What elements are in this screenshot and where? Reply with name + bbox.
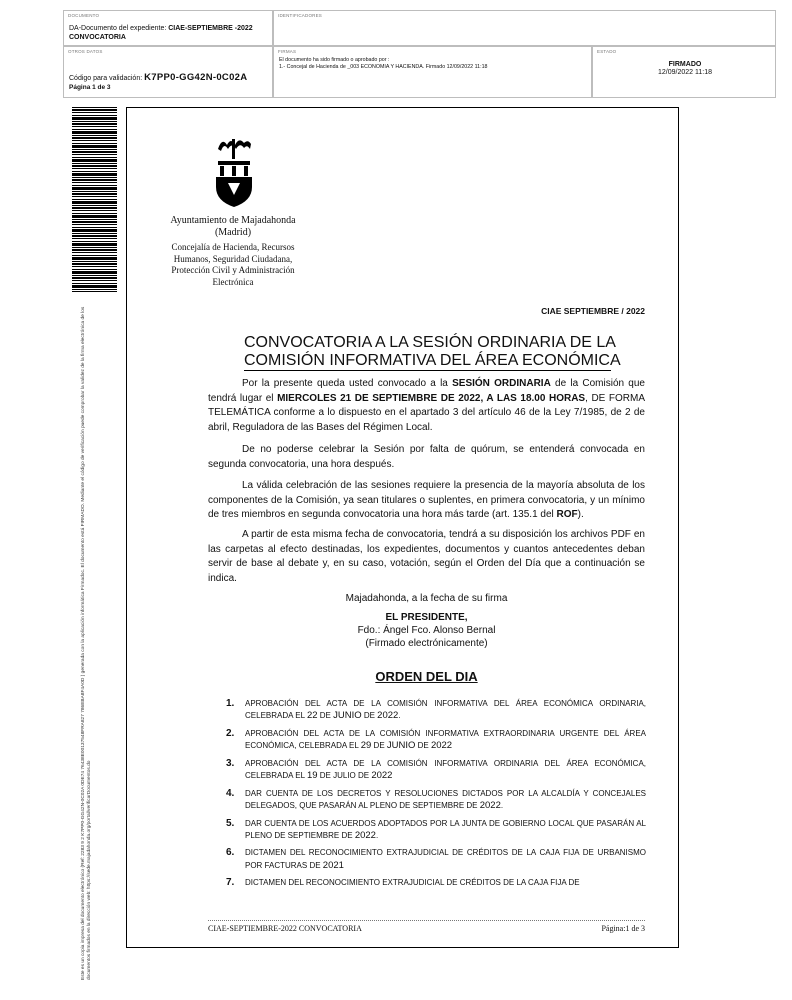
signatures-cell: [273, 46, 592, 98]
signature-header: [63, 10, 776, 98]
signature-name: Fdo.: Ángel Fco. Alonso Bernal: [357, 625, 496, 636]
agenda-title: ORDEN DEL DIA: [375, 669, 478, 684]
document-description: DA-Documento del expediente: CIAE-SEPTIEMBRE -2022 CONVOCATORIA: [69, 25, 253, 41]
validation-code[interactable]: K7PP0-GG42N-0C02A: [144, 72, 248, 83]
barcode-image: [72, 107, 117, 292]
identifiers-caption: IDENTIFICADORES: [278, 13, 323, 18]
signature-note: (Firmado electrónicamente): [365, 638, 488, 649]
paragraph-documents: A partir de esta misma fecha de convocatoria, tendrá a su disposición los archivos PDF en las carpetas al efecto destinadas, los expedientes, documentos y cuantos antecedentes deban servir de base al debate y, en su caso, votación, según el Orden del Día que a continuación se indica.: [208, 529, 645, 584]
footer-page-number: Página:1 de 3: [601, 924, 645, 933]
other-data-caption: OTROS DATOS: [68, 49, 103, 54]
signature-place: Majadahonda, a la fecha de su firma: [345, 593, 508, 604]
organization-name: Ayuntamiento de Majadahonda (Madrid): [170, 215, 296, 238]
title-underline: [244, 370, 611, 371]
department-name: Concejalía de Hacienda, Recursos Humanos, Seguridad Ciudadana, Protección Civil y Administración Electrónica: [171, 242, 295, 287]
status-badge: FIRMADO 12/09/2022 11:18: [658, 61, 712, 76]
document-caption: DOCUMENTO: [68, 13, 100, 18]
signature-role: EL PRESIDENTE,: [385, 612, 468, 623]
list-item: 2. APROBACIÓN DEL ACTA DE LA COMISIÓN INFORMATIVA EXTRAORDINARIA URGENTE DEL ÁREA ECONÓMICA, CELEBRADA EL 29 DE JUNIO DE 2022: [226, 727, 646, 752]
signatures-caption: FIRMAS: [278, 49, 297, 54]
signatures-text: El documento ha sido firmado o aprobado por : 1.- Concejal de Hacienda de _003 ECONOMIA Y HACIENDA. Firmado 12/09/2022 11:18: [279, 57, 488, 70]
footer-divider: [208, 920, 645, 921]
status-cell: [592, 46, 776, 98]
page-title: CONVOCATORIA A LA SESIÓN ORDINARIA DE LA COMISIÓN INFORMATIVA DEL ÁREA ECONÓMICA: [244, 334, 621, 369]
document-cell: [63, 10, 273, 46]
validation-code-line: Código para validación: K7PP0-GG42N-0C02A: [69, 72, 248, 83]
list-item: 5. DAR CUENTA DE LOS ACUERDOS ADOPTADOS POR LA JUNTA DE GOBIERNO LOCAL QUE PASARÁN AL PLENO DE SEPTIEMBRE DE 2022.: [226, 817, 646, 841]
agenda-list: [226, 698, 646, 895]
paragraph-convocation: Por la presente queda usted convocado a la SESIÓN ORDINARIA de la Comisión que tendrá lugar el MIERCOLES 21 DE SEPTIEMBRE DE 2022, A LAS 18.00 HORAS, DE FORMA TELEMÁTICA conforme a lo dispuesto en el apartado 3 del artículo 46 de la Ley 7/1985, de 2 de abril, Reguladora de las Bases del Régimen Local.: [208, 378, 646, 433]
reference-code: CIAE SEPTIEMBRE / 2022: [541, 306, 645, 316]
page-count: Página 1 de 3: [69, 84, 111, 91]
list-item: 1. APROBACIÓN DEL ACTA DE LA COMISIÓN INFORMATIVA DEL ÁREA ECONÓMICA ORDINARIA, CELEBRADA EL 22 DE JUNIO DE 2022.: [226, 698, 646, 722]
identifiers-cell: [273, 10, 776, 46]
other-data-cell: [63, 46, 273, 98]
status-caption: ESTADO: [597, 49, 617, 54]
footer-document-name: CIAE-SEPTIEMBRE-2022 CONVOCATORIA: [208, 924, 362, 933]
list-item: 4. DAR CUENTA DE LOS DECRETOS Y RESOLUCIONES DICTADOS POR LA ALCALDÍA Y CONCEJALES DELEGADOS, QUE PASARÁN AL PLENO DE SEPTIEMBRE DE 2022.: [226, 787, 646, 811]
verification-side-text: Este es un copia impresa del documento electrónico (Ref: 2283 9 2 K7PP0-GG42N-0C02A 0DE74 76438E00137548FRA827 786EBA8F4A0D ) generada con la aplicación informática Firmadoc. El documento está FIRMADO. Mediante el código de verificación puede comprobar la validez de la firma electrónica de los documentos firmados en la dirección web: https://sede.majadahonda.org/portal/verificarDocumentos.do: [81, 306, 93, 980]
list-item: 6. DICTAMEN DEL RECONOCIMIENTO EXTRAJUDICIAL DE CRÉDITOS DE LA CAJA FIJA DE URBANISMO POR FACTURAS DE 2021: [226, 847, 646, 871]
paragraph-validity: La válida celebración de las sesiones requiere la presencia de la mayoría absoluta de los componentes de la Comisión, ya sean titulares o suplentes, en primera convocatoria, y un mínimo de tres miembros en segunda convocatoria una hora más tarde (art. 135.1 del ROF).: [208, 480, 645, 521]
list-item: 7. DICTAMEN DEL RECONOCIMIENTO EXTRAJUDICIAL DE CRÉDITOS DE LA CAJA FIJA DE: [226, 877, 580, 889]
coat-of-arms-logo: [214, 135, 254, 207]
paragraph-quorum: De no poderse celebrar la Sesión por falta de quórum, se entenderá convocada en segunda convocatoria, una hora después.: [208, 444, 645, 470]
list-item: 3. APROBACIÓN DEL ACTA DE LA COMISIÓN INFORMATIVA ORDINARIA DEL ÁREA ECONÓMICA, CELEBRADA EL 19 DE JULIO DE 2022: [226, 757, 646, 782]
